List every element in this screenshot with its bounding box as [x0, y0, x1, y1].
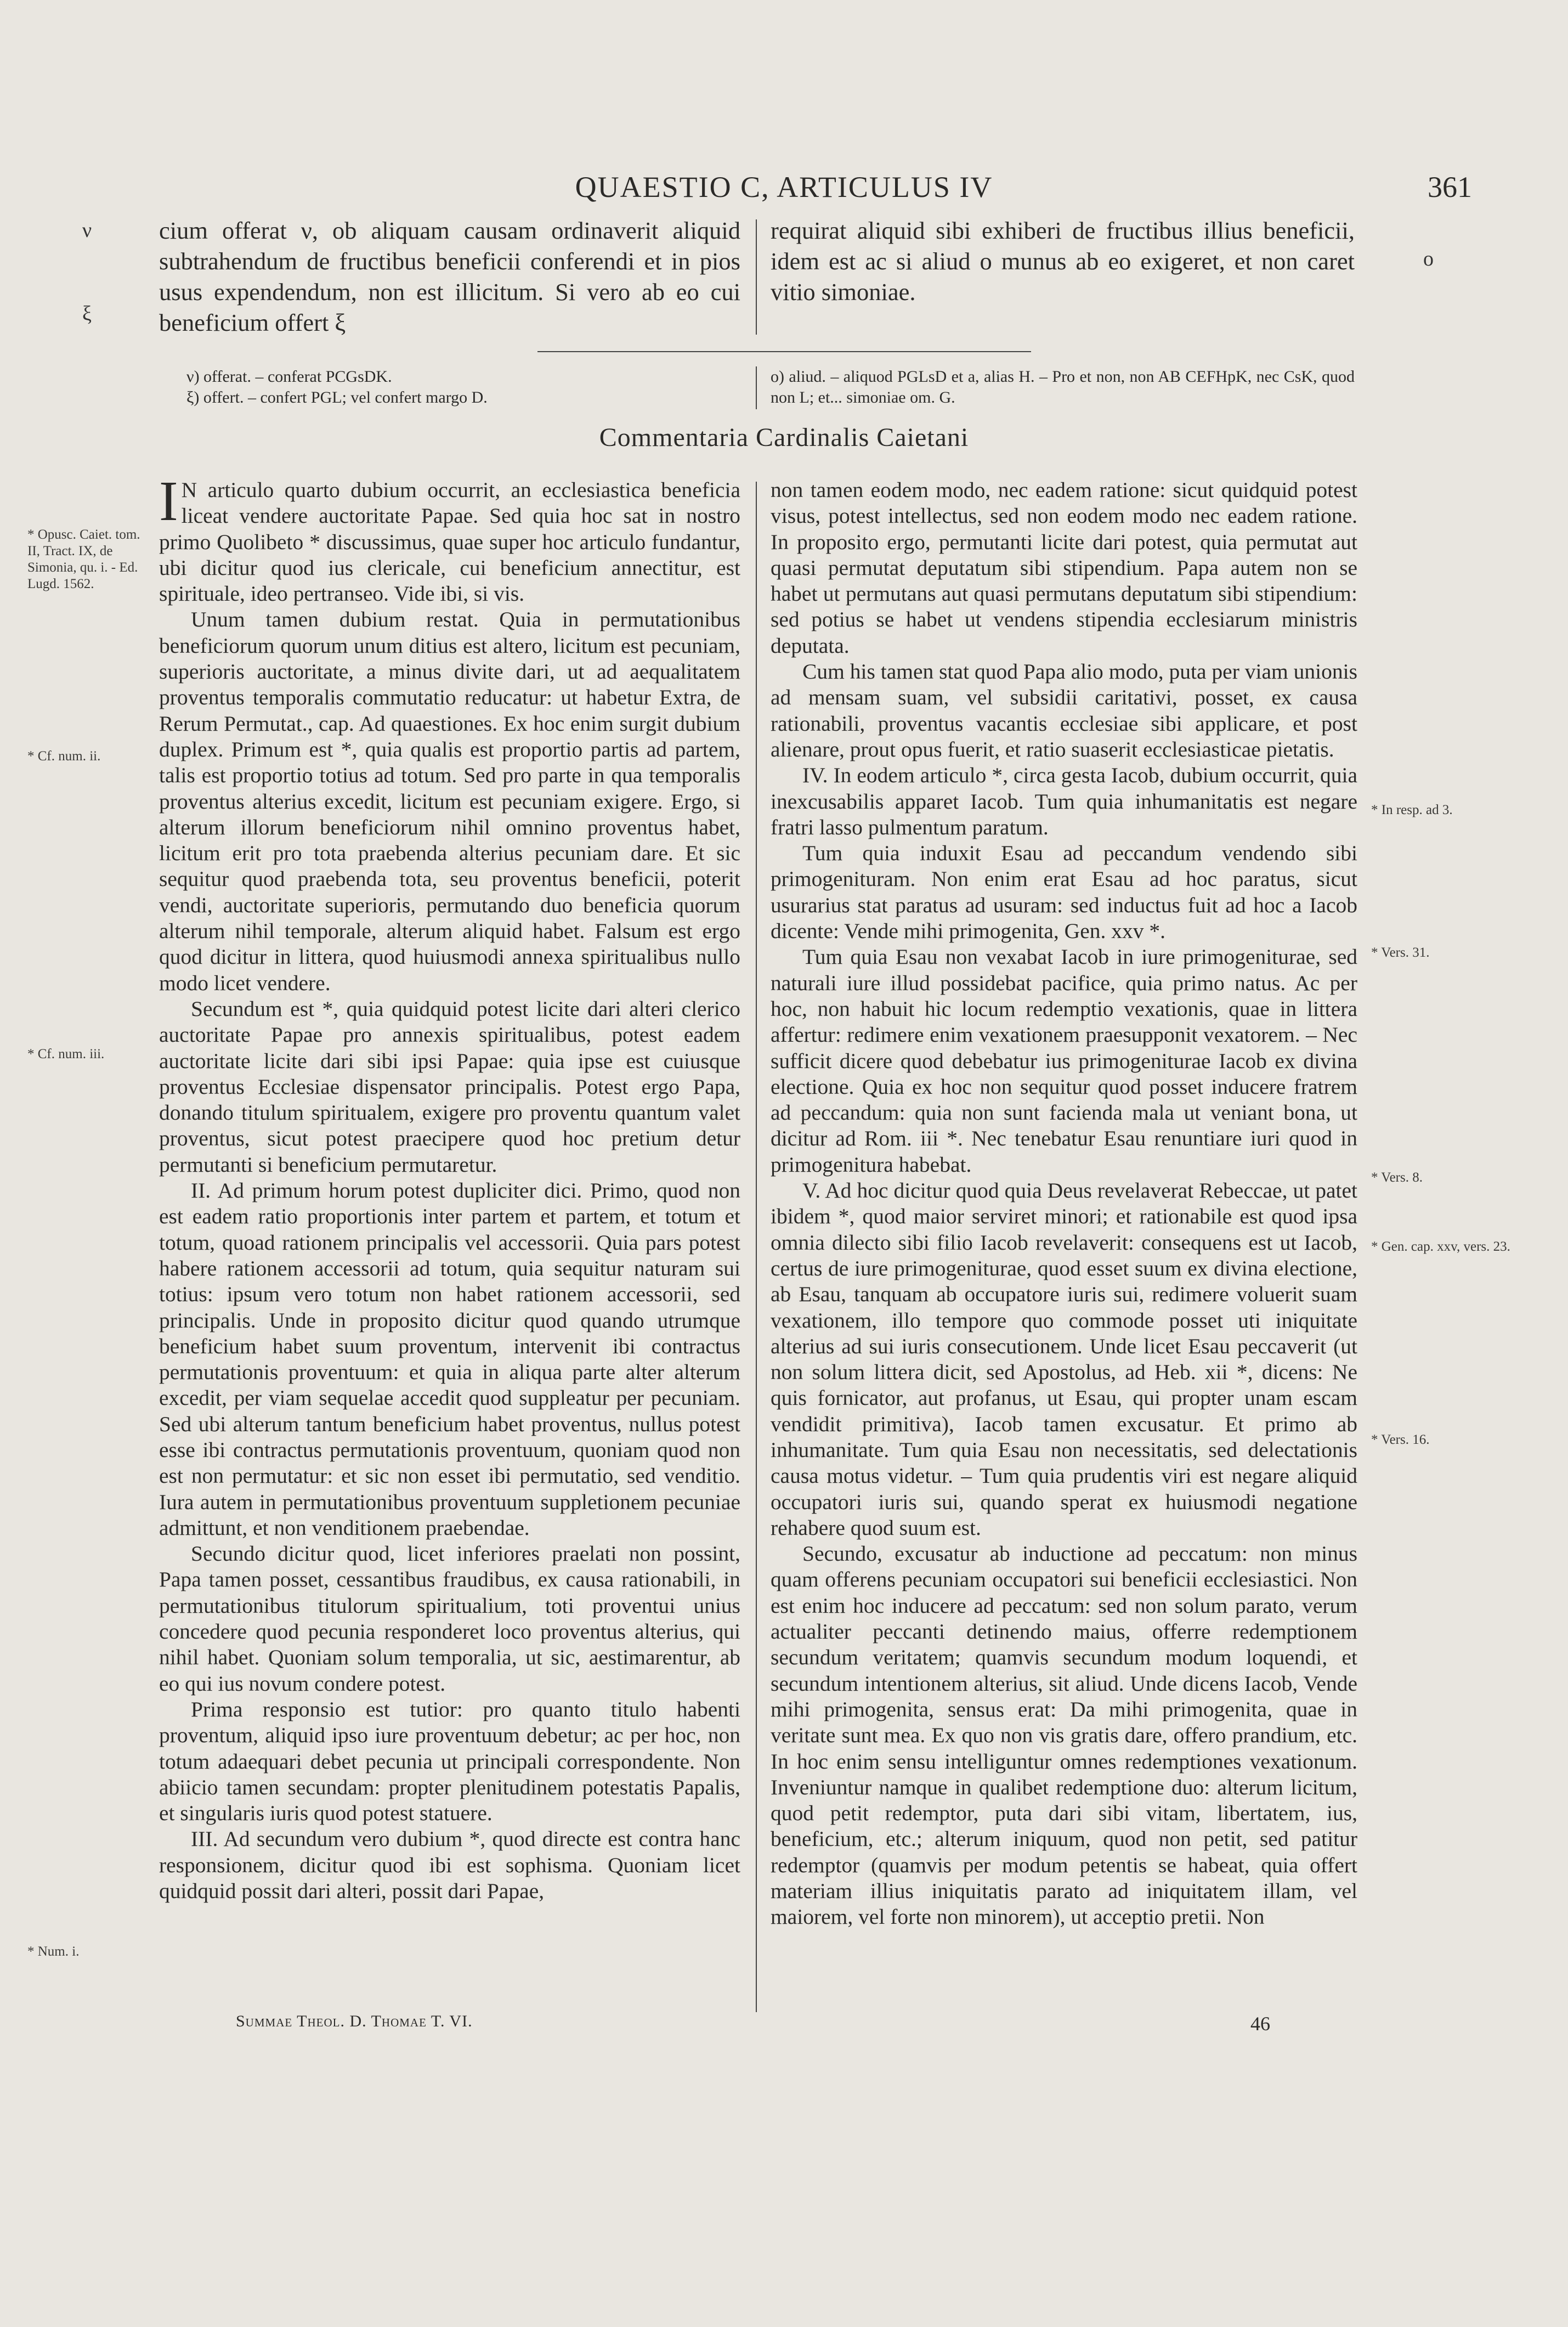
margin-note-gen: * Gen. cap. xxv, vers. 23.	[1371, 1239, 1510, 1254]
footnote-left-1: ν) offerat. – conferat PCGsDK.	[186, 368, 392, 386]
article-text-right-para: requirat aliquid sibi exhiberi de fructibus illius beneficii, idem est ac si aliud ο munus ab eo exigeret, et non caret vitio simoniae.	[771, 217, 1355, 306]
margin-note-vers-8: * Vers. 8.	[1371, 1170, 1423, 1185]
variant-marker-nu: ν	[82, 219, 92, 242]
commentary-right-column	[771, 477, 1357, 1930]
margin-note-num-1: * Num. i.	[27, 1944, 80, 1959]
footnote-right: ο) aliud. – aliquod PGLsD et a, alias H. – Pro et non, non AB CEFHpK, nec CsK, quod non L; et... simoniae om. G.	[771, 368, 1355, 406]
page-title: QUAESTIO C, ARTICULUS IV	[575, 171, 993, 204]
margin-note-opusc: * Opusc. Caiet. tom. II, Tract. IX, de Simonia, qu. i. - Ed. Lugd. 1562.	[27, 527, 140, 591]
column-divider-notes	[756, 366, 757, 409]
margin-note-vers-31: * Vers. 31.	[1371, 945, 1430, 960]
commentary-paragraph: Unum tamen dubium restat. Quia in permutationibus beneficiorum quorum unum ditius est altero, licitum est pecuniam, superioris auctoritate, a minus divite dari, ut ad aequalitatem proventus temporalis commutatio reducatur: ut habetur Extra, de Rerum Permutat., cap. Ad quaestiones. Ex hoc enim surgit dubium duplex. Primum est *, quia qualis est proportio partis ad partem, talis est proportio totius ad totum. Sed pro parte in qua temporalis proventus alterius excedit, licitum est pecuniam exigere. Ergo, si alterum illorum beneficiorum nihil omnino proventus habet, licitum erit pro tota praebenda alterius pecuniam dare. Et sic sequitur quod praebenda tota, seu proventus beneficii, poterit vendi, auctoritate superioris, permutando duo beneficia quorum alterum nihil temporale, alterum aliquid habet. Falsum est ergo quod dicitur in littera, quod huiusmodi annexa spiritualibus nullo modo licet vendere.	[159, 607, 740, 995]
commentary-paragraph: V. Ad hoc dicitur quod quia Deus revelaverat Rebeccae, ut patet ibidem *, quod maior serviret minori; et rationabile est quod ipsa omnia dilecto sibi filio Iacob revelaverit: consequens est ut Iacob, certus de iure primogeniturae, quod esset suum ex divina electione, ab Esau, tanquam ab occupatore iuris sui, redimere voluerit suam vexationem, illo tempore quo commode posset uti iniquitate alterius ad sui iuris consecutionem. Unde licet Esau peccaverit (ut non solum littera dicit, sed Apostolus, ad Heb. xii *, dicens: Ne quis fornicator, aut profanus, ut Esau, qui propter unam escam vendidit primitiva), Iacob tamen excusatur. Et primo ab inhumanitate. Tum quia Esau non necessitatis, sed delectationis causa motus videtur. – Tum quia prudentis viri est negare aliquid occupatori iuris sui, quando sperat ex huiusmodi negatione rehabere quod suum est.	[771, 1178, 1357, 1540]
column-divider-top	[756, 219, 757, 335]
variant-marker-xi: ξ	[82, 302, 92, 325]
commentary-paragraph: IV. In eodem articulo *, circa gesta Iacob, dubium occurrit, quia inexcusabilis apparet Iacob. Tum quia inhumanitatis est negare fratri lasso pulmentum paratum.	[771, 763, 1357, 839]
margin-note-cf-num-3: * Cf. num. iii.	[27, 1047, 105, 1061]
column-divider-body	[756, 482, 757, 2012]
margin-note-vers-16: * Vers. 16.	[1371, 1432, 1430, 1447]
page-number: 361	[1428, 171, 1472, 204]
signature-number: 46	[1250, 2013, 1270, 2035]
commentary-paragraph: Secundo dicitur quod, licet inferiores praelati non possint, Papa tamen posset, cessantibus fraudibus, ex causa rationabili, in permutationibus titulorum spiritualium, toti proventui unius concedere quod pecunia responderet loco proventus alterius, qui nihil habet. Quoniam solum temporalia, ut sic, aestimarentur, ab eo qui ius novum condere potest.	[159, 1541, 740, 1696]
commentary-paragraph: Tum quia induxit Esau ad peccandum vendendo sibi primogenituram. Non enim erat Esau ad hoc paratus, sicut usurarius stat paratus ad usuram: sed inductus fuit ad hoc a Iacob dicente: Vende mihi primogenita, Gen. xxv *.	[771, 841, 1357, 944]
footnote-rule	[537, 351, 1031, 352]
commentary-paragraph: non tamen eodem modo, nec eadem ratione: sicut quidquid potest visus, potest intellectus, sed non eodem modo nec eadem ratione. In proposito ergo, permutanti licite dari potest, quia permutat aut quasi permutat deputatum sibi stipendium. Papa autem non se habet ut permutans aut quasi permutans deputatum sibi stipendium: sed potius se habet ut vendens stipendia ecclesiarum ministris deputata.	[771, 478, 1357, 658]
commentary-paragraph: III. Ad secundum vero dubium *, quod directe est contra hanc responsionem, dicitur quod ibi est sophisma. Quoniam licet quidquid possit dari alteri, possit dari Papae,	[159, 1827, 740, 1904]
commentary-paragraph: Secundum est *, quia quidquid potest licite dari alteri clerico auctoritate Papae pro annexis spiritualibus, potest eadem auctoritate licite dari sibi ipsi Papae: quia ipse est cuiusque proventus Ecclesiae dispensator principalis. Potest ergo Papa, donando titulum spiritualem, exigere pro proventu quantum valet proventus, sicut potest praecipere quod hoc pretium detur permutanti si beneficium permutaretur.	[159, 996, 740, 1177]
drop-cap: I	[159, 470, 178, 533]
commentary-title: Commentaria Cardinalis Caietani	[599, 423, 969, 452]
article-text-left	[159, 215, 740, 338]
variant-marker-omicron: ο	[1423, 247, 1434, 270]
article-text-right	[771, 215, 1355, 307]
commentary-left-column	[159, 470, 740, 1904]
margin-note-in-resp: * In resp. ad 3.	[1371, 803, 1453, 817]
commentary-paragraph: Tum quia Esau non vexabat Iacob in iure primogeniturae, sed naturali iure illud possidebat pacifice, quia primo natus. Ac per hoc, non habuit hic locum redemptio vexationis, quae in littera affertur: redimere enim vexationem praesupponit vexatorem. – Nec sufficit dicere quod debebatur ius primogeniturae Iacob ex divina electione. Quia ex hoc non sequitur quod posset inducere fratrem ad peccandum: quia non sunt facienda mala ut veniant bona, ut dicitur ad Rom. iii *. Nec tenebatur Esau renuntiare iuri quod in primogenitura habebat.	[771, 945, 1357, 1177]
margin-note-cf-num-2: * Cf. num. ii.	[27, 749, 101, 764]
commentary-paragraph: II. Ad primum horum potest dupliciter dici. Primo, quod non est eadem ratio proportionis inter partem et partem, et totum et totum, quoad rationem principalis vel accessorii. Quia pars potest habere rationem accessorii ad totum, quia sequitur naturam sui totius: ipsum vero totum non habet rationem accessorii, sed principalis. Unde in proposito dicitur quod quando utrumque beneficium habet suum proventum, intervenit ibi contractus permutationis proventuum: et quia in aliqua parte alter alterum excedit, per viam sequelae accedit quod suppleatur per pecuniam. Sed ubi alterum tantum beneficium habet proventus, nullus potest esse ibi contractus permutationis proventuum, quoniam quod non est non permutatur: et sic non esset ibi permutatio, sed venditio. Iura autem in permutationibus proventuum suppletionem pecuniae admittunt, et non venditionem praebendae.	[159, 1178, 740, 1540]
running-header	[0, 170, 1568, 214]
footer-text: Summae Theol. D. Thomae T. VI.	[236, 2012, 473, 2030]
commentary-paragraph: Secundo, excusatur ab inductione ad peccatum: non minus quam offerens pecuniam occupatori sui beneficii ecclesiastici. Non est enim hoc inducere ad peccatum: sed non solum parato, verum actualiter peccanti detinendo maius, offerre redemptionem secundum veritatem; quamvis secundum modum loquendi, et secundum intentionem alterius, sit aliud. Unde dicens Iacob, Vende mihi primogenita, sensus erat: Da mihi primogenita, quae in veritate sunt mea. Ex quo non vis gratis dare, offero prandium, etc. In hoc enim sensu intelliguntur omnes redemptiones vexationum. Inveniuntur namque in qualibet redemptione duo: alterum licitum, quod petit redemptor, puta dari sibi vitam, libertatem, ius, beneficium, etc.; alterum iniquum, quod non petit, sed patitur redemptor (quamvis per modum petentis se habeat, quia offert materiam illius iniquitatis parato ad iniquitatem illam, vel maiorem, vel forte non minorem), ut acceptio pretii. Non	[771, 1541, 1357, 1929]
commentary-paragraph: Cum his tamen stat quod Papa alio modo, puta per viam unionis ad mensam suam, vel subsidii caritativi, posset, ex causa rationabili, proventus vacantis ecclesiae sibi applicare, et post alienare, prout opus fuerit, et ratio suaserit ecclesiasticae pietatis.	[771, 659, 1357, 761]
commentary-paragraph: Prima responsio est tutior: pro quanto titulo habenti proventum, aliquid ipso iure proventuum debetur; ac per hoc, non totum adaequari debet pecunia ut principali correspondente. Non abiicio tamen secundam: propter plenitudinem potestatis Papalis, et singularis iuris quod potest statuere.	[159, 1697, 740, 1826]
footnote-left-2: ξ) offert. – confert PGL; vel confert margo D.	[186, 388, 488, 406]
commentary-paragraph: I N articulo quarto dubium occurrit, an ecclesiastica beneficia liceat vendere auctoritate Papae. Sed quia hoc sat in nostro primo Quolibeto * discussimus, quae super hoc articulo fundantur, ubi dicitur quod ius clericale, cui beneficium annectitur, est spirituale, ideo pertranseo. Vide ibi, si vis.	[159, 470, 740, 606]
article-text-left-para: cium offerat ν, ob aliquam causam ordinaverit aliquid subtrahendum de fructibus beneficii conferendi et in pios usus expendendum, non est illicitum. Si vero ab eo cui beneficium offert ξ	[159, 217, 740, 336]
